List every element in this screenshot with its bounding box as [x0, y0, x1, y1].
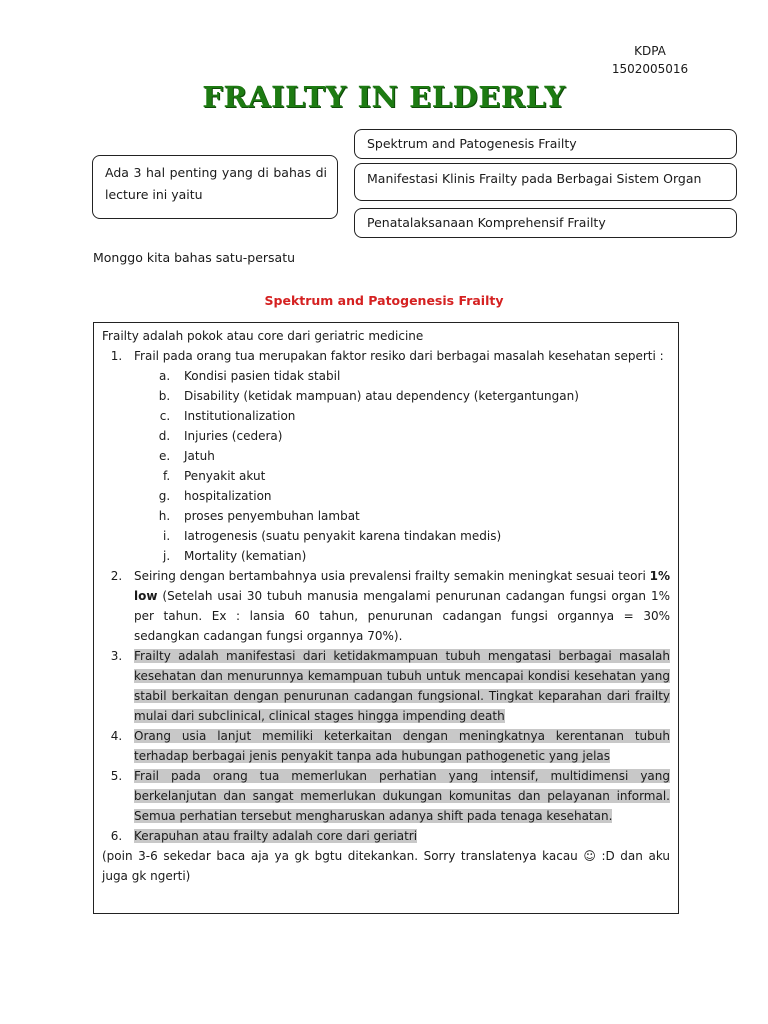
page-title: FRAILTY IN ELDERLY	[202, 80, 566, 114]
sub-item: h. proses penyembuhan lambat	[174, 506, 670, 526]
section-title: Spektrum and Patogenesis Frailty	[264, 293, 504, 308]
item-4-text: Orang usia lanjut memiliki keterkaitan dengan meningkatnya kerentanan tubuh terhadap berbagai jenis penyakit tanpa ada hubungan pathogenetic yang jelas	[134, 729, 670, 763]
item-2-bold: 1% low	[134, 569, 670, 603]
list-item-1	[126, 346, 670, 566]
sub-item: b. Disability (ketidak mampuan) atau dependency (ketergantungan)	[174, 386, 670, 406]
sub-item: j. Mortality (kematian)	[174, 546, 670, 566]
list-item-3	[126, 646, 670, 726]
content-box	[93, 322, 679, 914]
content-note: (poin 3-6 sekedar baca aja ya gk bgtu ditekankan. Sorry translatenya kacau ☺ :D dan aku juga gk ngerti)	[102, 849, 670, 883]
sub-list	[134, 366, 670, 566]
list-item-2	[126, 566, 670, 646]
author-id: 1502005016	[611, 62, 689, 76]
intro-box: Ada 3 hal penting yang di bahas di lecture ini yaitu	[92, 155, 338, 219]
sub-item: d. Injuries (cedera)	[174, 426, 670, 446]
item-1-text: Frail pada orang tua merupakan faktor resiko dari berbagai masalah kesehatan seperti :	[134, 349, 664, 363]
item-5-text: Frail pada orang tua memerlukan perhatian yang intensif, multidimensi yang berkelanjutan dan sangat memerlukan dukungan komunitas dan pelayanan informal. Semua perhatian tersebut mengharuskan adanya shift pada tenaga kesehatan.	[134, 769, 670, 823]
sub-item: i. Iatrogenesis (suatu penyakit karena tindakan medis)	[174, 526, 670, 546]
sub-item: a. Kondisi pasien tidak stabil	[174, 366, 670, 386]
item-2-text-a: Seiring dengan bertambahnya usia prevalensi frailty semakin meningkat sesuai teori	[134, 569, 650, 583]
numbered-list	[102, 346, 670, 846]
item-2-text-b: (Setelah usai 30 tubuh manusia mengalami penurunan cadangan fungsi organ 1% per tahun. Ex : lansia 60 tahun, penurunan cadangan fungsi organnya = 30% sedangkan cadangan fungsi organnya 70%).	[134, 589, 670, 643]
sub-item: e. Jatuh	[174, 446, 670, 466]
lead-text: Monggo kita bahas satu-persatu	[93, 250, 296, 265]
topic-box-2: Manifestasi Klinis Frailty pada Berbagai Sistem Organ	[354, 163, 737, 201]
sub-item: f. Penyakit akut	[174, 466, 670, 486]
topic-box-3: Penatalaksanaan Komprehensif Frailty	[354, 208, 737, 238]
item-6-text: Kerapuhan atau frailty adalah core dari geriatri	[134, 829, 418, 843]
sub-item: c. Institutionalization	[174, 406, 670, 426]
list-item-6	[126, 826, 670, 846]
list-item-5	[126, 766, 670, 826]
item-3-text: Frailty adalah manifestasi dari ketidakmampuan tubuh mengatasi berbagai masalah kesehatan dan menurunnya kemampuan tubuh untuk mencapai kondisi kesehatan yang stabil berkaitan dengan penurunan cadangan fungsional. Tingkat keparahan dari frailty mulai dari subclinical, clinical stages hingga impending death	[134, 649, 670, 723]
topic-box-1: Spektrum and Patogenesis Frailty	[354, 129, 737, 159]
sub-item: g. hospitalization	[174, 486, 670, 506]
list-item-4	[126, 726, 670, 766]
author-block	[600, 42, 700, 78]
author-name: KDPA	[634, 44, 666, 58]
content-intro: Frailty adalah pokok atau core dari geriatric medicine	[102, 329, 424, 343]
